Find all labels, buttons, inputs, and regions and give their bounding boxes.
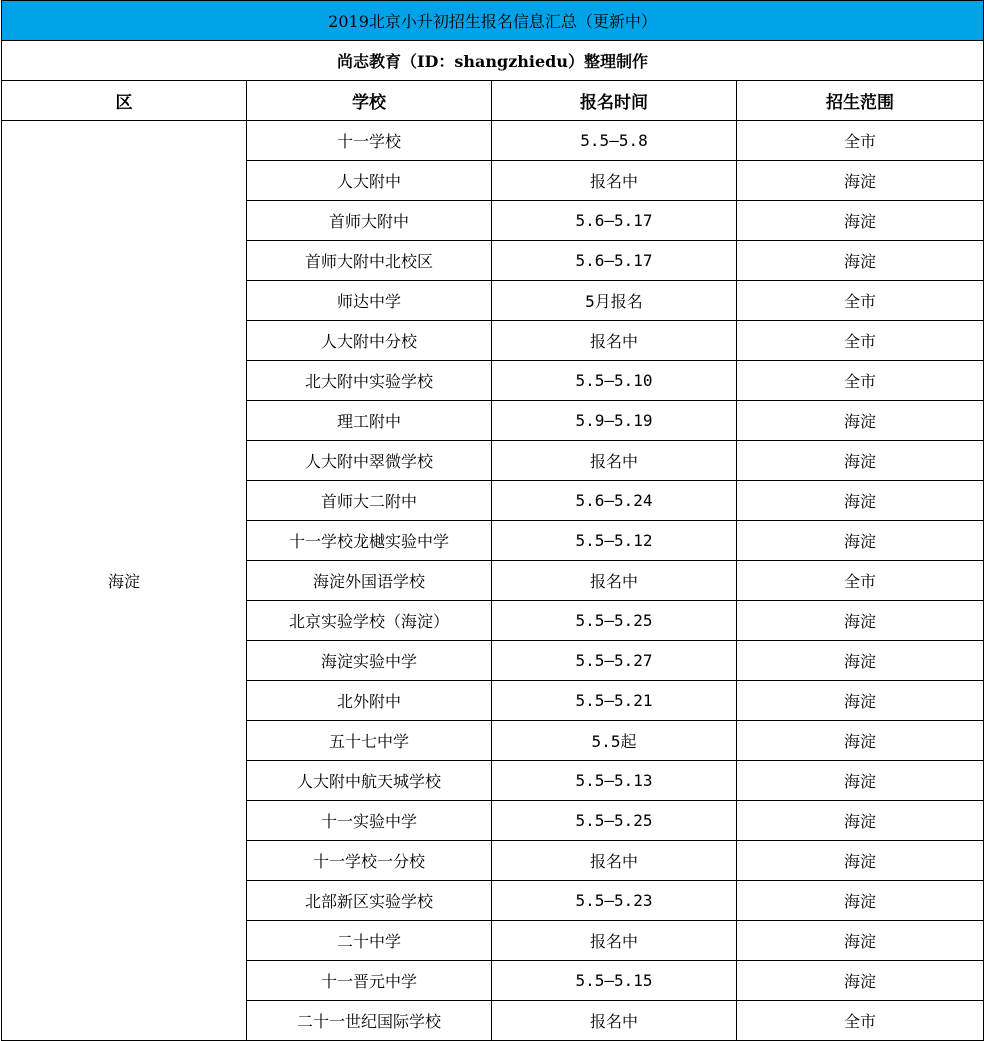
school-cell: 十一学校龙樾实验中学 [247,521,492,561]
school-cell: 人大附中分校 [247,321,492,361]
registration-table [1,0,984,1041]
scope-cell: 海淀 [737,721,984,761]
time-cell: 5.9—5.19 [492,401,737,441]
time-cell: 5月报名 [492,281,737,321]
scope-cell: 海淀 [737,641,984,681]
school-cell: 二十一世纪国际学校 [247,1001,492,1041]
table-subtitle: 尚志教育（ID：shangzhiedu）整理制作 [2,41,984,81]
header-time: 报名时间 [492,81,737,121]
school-cell: 师达中学 [247,281,492,321]
school-cell: 十一实验中学 [247,801,492,841]
time-cell: 报名中 [492,921,737,961]
scope-cell: 海淀 [737,521,984,561]
scope-cell: 海淀 [737,881,984,921]
scope-cell: 海淀 [737,481,984,521]
scope-cell: 海淀 [737,801,984,841]
school-cell: 北京实验学校（海淀） [247,601,492,641]
time-cell: 报名中 [492,561,737,601]
time-cell: 5.5—5.25 [492,601,737,641]
scope-cell: 海淀 [737,601,984,641]
time-cell: 报名中 [492,1001,737,1041]
table-row [2,121,984,161]
school-cell: 北大附中实验学校 [247,361,492,401]
table-title: 2019北京小升初招生报名信息汇总（更新中） [2,1,984,41]
time-cell: 5.5—5.15 [492,961,737,1001]
time-cell: 5.5—5.8 [492,121,737,161]
scope-cell: 全市 [737,1001,984,1041]
school-cell: 首师大二附中 [247,481,492,521]
scope-cell: 全市 [737,121,984,161]
time-cell: 5.5—5.13 [492,761,737,801]
scope-cell: 海淀 [737,761,984,801]
scope-cell: 海淀 [737,961,984,1001]
school-cell: 人大附中航天城学校 [247,761,492,801]
school-cell: 十一学校 [247,121,492,161]
scope-cell: 海淀 [737,201,984,241]
scope-cell: 海淀 [737,441,984,481]
school-cell: 二十中学 [247,921,492,961]
school-cell: 海淀外国语学校 [247,561,492,601]
school-cell: 首师大附中北校区 [247,241,492,281]
scope-cell: 全市 [737,321,984,361]
time-cell: 5.6—5.24 [492,481,737,521]
time-cell: 5.5—5.12 [492,521,737,561]
school-cell: 理工附中 [247,401,492,441]
school-cell: 人大附中翠微学校 [247,441,492,481]
district-cell: 海淀 [2,121,247,1041]
header-school: 学校 [247,81,492,121]
subtitle-row [2,41,984,81]
time-cell: 报名中 [492,161,737,201]
time-cell: 报名中 [492,841,737,881]
time-cell: 5.5—5.27 [492,641,737,681]
time-cell: 5.5—5.25 [492,801,737,841]
scope-cell: 海淀 [737,401,984,441]
school-cell: 十一学校一分校 [247,841,492,881]
scope-cell: 全市 [737,361,984,401]
scope-cell: 全市 [737,561,984,601]
header-scope: 招生范围 [737,81,984,121]
scope-cell: 全市 [737,281,984,321]
header-district: 区 [2,81,247,121]
school-cell: 十一晋元中学 [247,961,492,1001]
scope-cell: 海淀 [737,241,984,281]
time-cell: 5.5—5.23 [492,881,737,921]
scope-cell: 海淀 [737,921,984,961]
time-cell: 5.5—5.10 [492,361,737,401]
time-cell: 报名中 [492,441,737,481]
school-cell: 北外附中 [247,681,492,721]
time-cell: 5.6—5.17 [492,201,737,241]
school-cell: 北部新区实验学校 [247,881,492,921]
time-cell: 报名中 [492,321,737,361]
school-cell: 人大附中 [247,161,492,201]
school-cell: 海淀实验中学 [247,641,492,681]
scope-cell: 海淀 [737,841,984,881]
header-row [2,81,984,121]
school-cell: 五十七中学 [247,721,492,761]
scope-cell: 海淀 [737,681,984,721]
time-cell: 5.6—5.17 [492,241,737,281]
time-cell: 5.5起 [492,721,737,761]
time-cell: 5.5—5.21 [492,681,737,721]
school-cell: 首师大附中 [247,201,492,241]
scope-cell: 海淀 [737,161,984,201]
title-row [2,1,984,41]
